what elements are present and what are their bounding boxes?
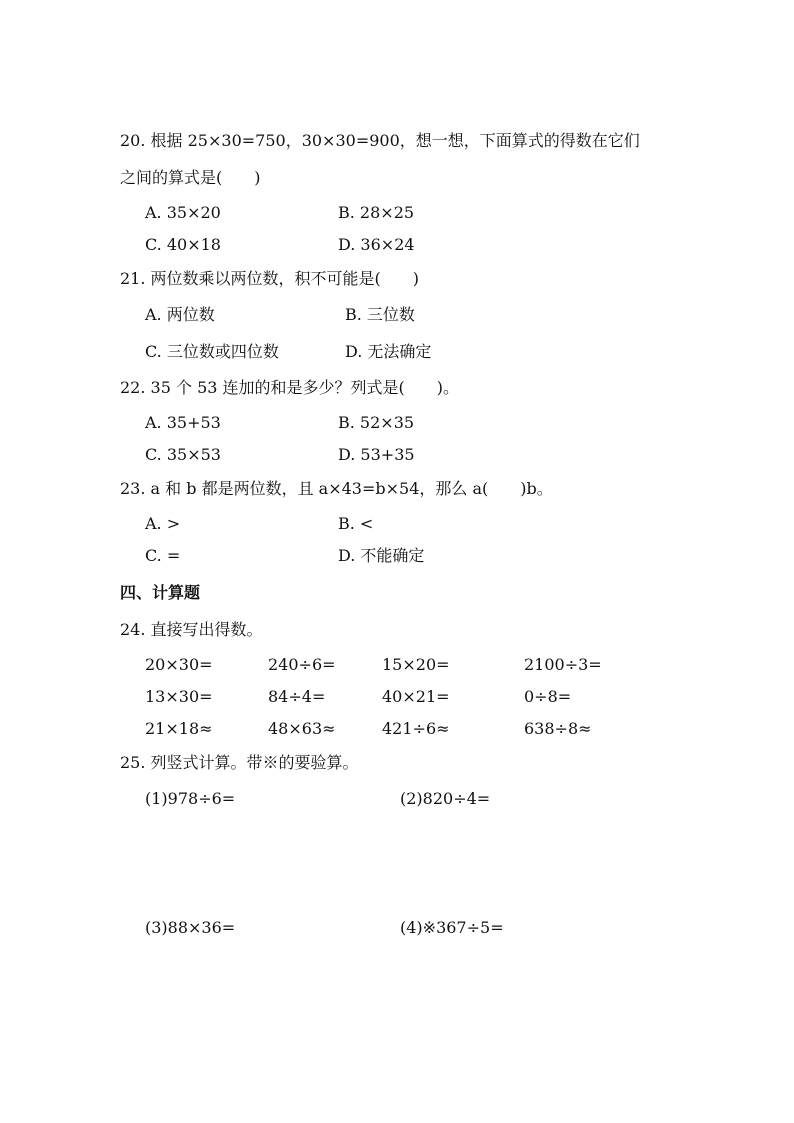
q21-option-b: B. 三位数 [345,305,415,324]
q25-item-4: (4)※367÷5= [400,918,504,937]
q20-option-a: A. 35×20 [145,203,221,222]
q24-item: 40×21= [382,687,450,706]
q22-stem: 22. 35 个 53 连加的和是多少？列式是( )。 [120,378,459,397]
q24-item: 421÷6≈ [382,719,450,738]
q24-stem: 24. 直接写出得数。 [120,620,263,639]
q25-item-2: (2)820÷4= [400,789,491,808]
q22-option-d: D. 53+35 [338,445,415,464]
q24-item: 15×20= [382,655,450,674]
q21-option-d: D. 无法确定 [345,342,432,361]
q24-item: 84÷4= [268,687,326,706]
q23-option-b: B. < [338,514,374,533]
q22-option-c: C. 35×53 [145,445,221,464]
q24-item: 20×30= [145,655,213,674]
q21-stem: 21. 两位数乘以两位数，积不可能是( ) [120,269,420,288]
q22-option-b: B. 52×35 [338,413,415,432]
q23-option-c: C. = [145,546,181,565]
q20-stem-line1: 20. 根据 25×30=750，30×30=900，想一想，下面算式的得数在它们 [120,131,640,150]
q25-item-3: (3)88×36= [145,918,236,937]
q24-item: 13×30= [145,687,213,706]
q24-item: 0÷8= [524,687,572,706]
q20-option-c: C. 40×18 [145,235,221,254]
q21-option-c: C. 三位数或四位数 [145,342,279,361]
q24-item: 638÷8≈ [524,719,592,738]
q21-option-a: A. 两位数 [145,305,215,324]
q23-option-d: D. 不能确定 [338,546,425,565]
q24-item: 21×18≈ [145,719,213,738]
q24-item: 240÷6= [268,655,336,674]
q24-item: 48×63≈ [268,719,336,738]
q23-stem: 23. a 和 b 都是两位数，且 a×43=b×54，那么 a( )b。 [120,479,553,498]
section-heading: 四、计算题 [120,583,201,602]
q22-option-a: A. 35+53 [145,413,221,432]
q23-option-a: A. > [145,514,181,533]
q20-stem-line2: 之间的算式是( ) [120,168,261,187]
q25-item-1: (1)978÷6= [145,789,236,808]
q20-option-b: B. 28×25 [338,203,415,222]
q20-option-d: D. 36×24 [338,235,415,254]
q24-item: 2100÷3= [524,655,602,674]
q25-stem: 25. 列竖式计算。带※的要验算。 [120,753,359,772]
